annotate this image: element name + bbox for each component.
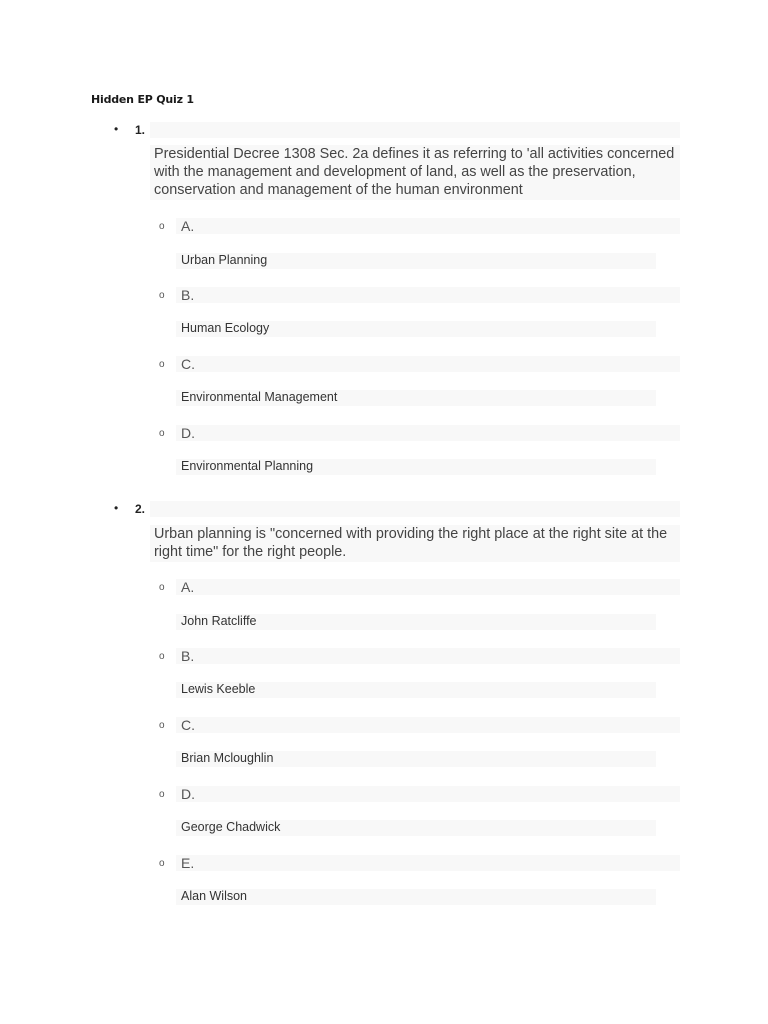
option-letter-bar bbox=[176, 425, 680, 441]
option-letter-bar bbox=[176, 717, 680, 733]
option-letter-bar bbox=[176, 218, 680, 234]
option-text: George Chadwick bbox=[181, 820, 281, 834]
option-text: John Ratcliffe bbox=[181, 614, 257, 628]
option-letter: A. bbox=[181, 579, 195, 595]
option-text: Brian Mcloughlin bbox=[181, 751, 274, 765]
option-text: Environmental Management bbox=[181, 390, 338, 404]
option-text: Urban Planning bbox=[181, 253, 268, 267]
option-letter-bar bbox=[176, 356, 680, 372]
option-letter: A. bbox=[181, 218, 195, 234]
circle-bullet-icon: o bbox=[159, 359, 165, 370]
option-letter: D. bbox=[181, 425, 195, 441]
option-text: Alan Wilson bbox=[181, 889, 247, 903]
question-text-box bbox=[150, 525, 680, 562]
option-letter-bar bbox=[176, 579, 680, 595]
question-text: Presidential Decree 1308 Sec. 2a defines it as referring to 'all activities concerned with the management and development of land, as well as the preservation, conservation and management of the human environment bbox=[154, 146, 675, 198]
circle-bullet-icon: o bbox=[159, 582, 165, 593]
option-letter: E. bbox=[181, 855, 195, 871]
option-text: Human Ecology bbox=[181, 321, 270, 335]
question-number-bar bbox=[150, 501, 680, 517]
option-text-bar bbox=[176, 889, 656, 905]
option-text: Environmental Planning bbox=[181, 459, 314, 473]
bullet-icon: • bbox=[114, 501, 119, 515]
circle-bullet-icon: o bbox=[159, 221, 165, 232]
option-letter: B. bbox=[181, 287, 195, 303]
option-text: Lewis Keeble bbox=[181, 682, 256, 696]
circle-bullet-icon: o bbox=[159, 858, 165, 869]
question-number: 2. bbox=[135, 502, 146, 516]
circle-bullet-icon: o bbox=[159, 428, 165, 439]
question-number: 1. bbox=[135, 123, 146, 137]
question-text-box bbox=[150, 145, 680, 200]
option-letter: B. bbox=[181, 648, 195, 664]
circle-bullet-icon: o bbox=[159, 789, 165, 800]
circle-bullet-icon: o bbox=[159, 651, 165, 662]
circle-bullet-icon: o bbox=[159, 720, 165, 731]
option-letter-bar bbox=[176, 786, 680, 802]
option-letter-bar bbox=[176, 648, 680, 664]
option-letter-bar bbox=[176, 287, 680, 303]
option-letter: D. bbox=[181, 786, 195, 802]
question-text: Urban planning is "concerned with providing the right place at the right site at the right time" for the right people. bbox=[154, 526, 668, 560]
option-letter: C. bbox=[181, 717, 195, 733]
circle-bullet-icon: o bbox=[159, 290, 165, 301]
question-number-bar bbox=[150, 122, 680, 138]
bullet-icon: • bbox=[114, 122, 119, 136]
option-letter-bar bbox=[176, 855, 680, 871]
option-letter: C. bbox=[181, 356, 195, 372]
page-title: Hidden EP Quiz 1 bbox=[91, 93, 194, 106]
